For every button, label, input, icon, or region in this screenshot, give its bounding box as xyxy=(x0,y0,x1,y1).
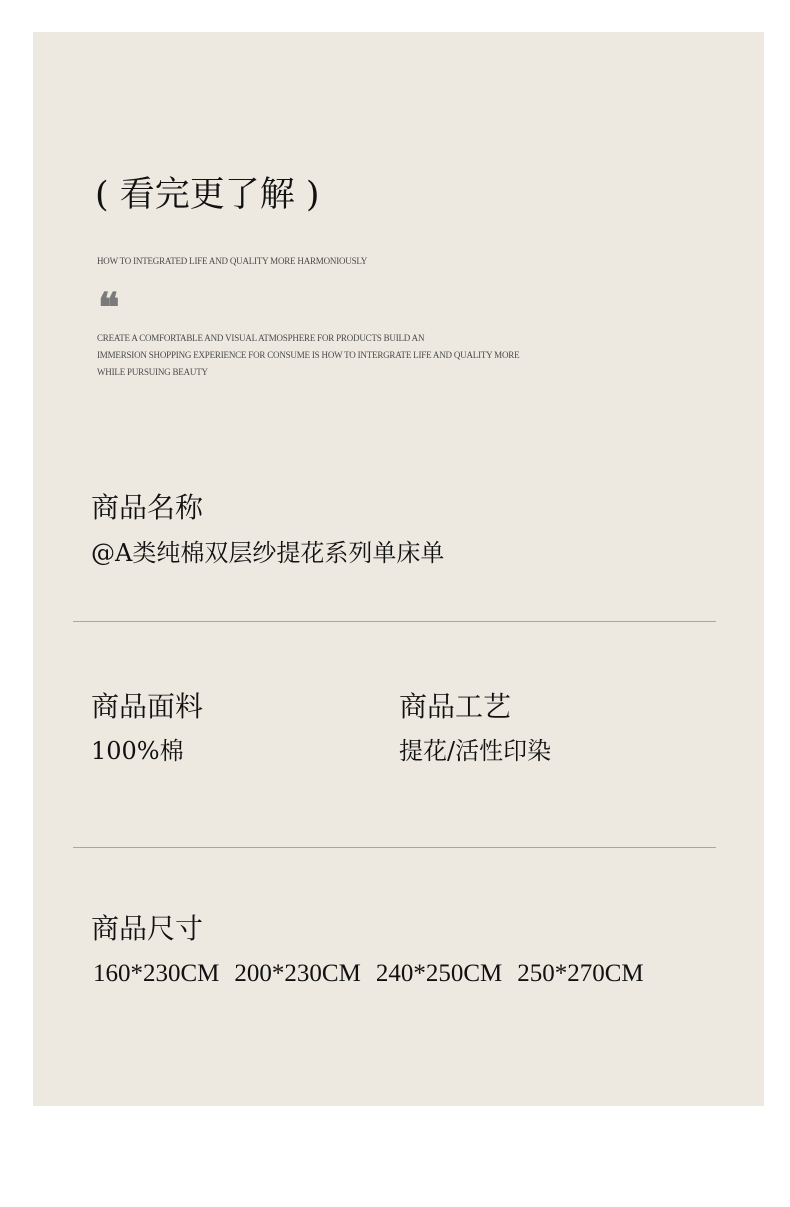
fabric-label: 商品面料 xyxy=(91,690,204,723)
product-name-label: 商品名称 xyxy=(91,491,204,524)
size-list xyxy=(93,958,644,990)
divider xyxy=(73,621,716,622)
description-line: CREATE A COMFORTABLE AND VISUAL ATMOSPHERE FOR PRODUCTS BUILD AN xyxy=(97,333,425,343)
description xyxy=(97,330,547,381)
tagline: HOW TO INTEGRATED LIFE AND QUALITY MORE HARMONIOUSLY xyxy=(97,256,368,266)
size-label: 商品尺寸 xyxy=(91,912,204,945)
size-option: 200*230CM xyxy=(234,960,361,987)
page-title: ( 看完更了解 ) xyxy=(95,175,320,215)
craft-value: 提花/活性印染 xyxy=(399,737,552,765)
fabric-value: 100%棉 xyxy=(91,737,184,765)
size-option: 240*250CM xyxy=(375,960,503,987)
size-option: 160*230CM xyxy=(93,960,220,987)
description-line: IMMERSION SHOPPING EXPERIENCE FOR CONSUME IS HOW TO INTERGRATE LIFE AND QUALITY MORE xyxy=(97,350,520,360)
quote-icon: ❝ xyxy=(98,284,120,331)
product-name-value: @A类纯棉双层纱提花系列单床单 xyxy=(91,539,445,567)
description-line: WHILE PURSUING BEAUTY xyxy=(97,367,208,377)
craft-label: 商品工艺 xyxy=(399,690,512,723)
divider xyxy=(73,847,716,848)
size-option: 250*270CM xyxy=(517,960,644,987)
